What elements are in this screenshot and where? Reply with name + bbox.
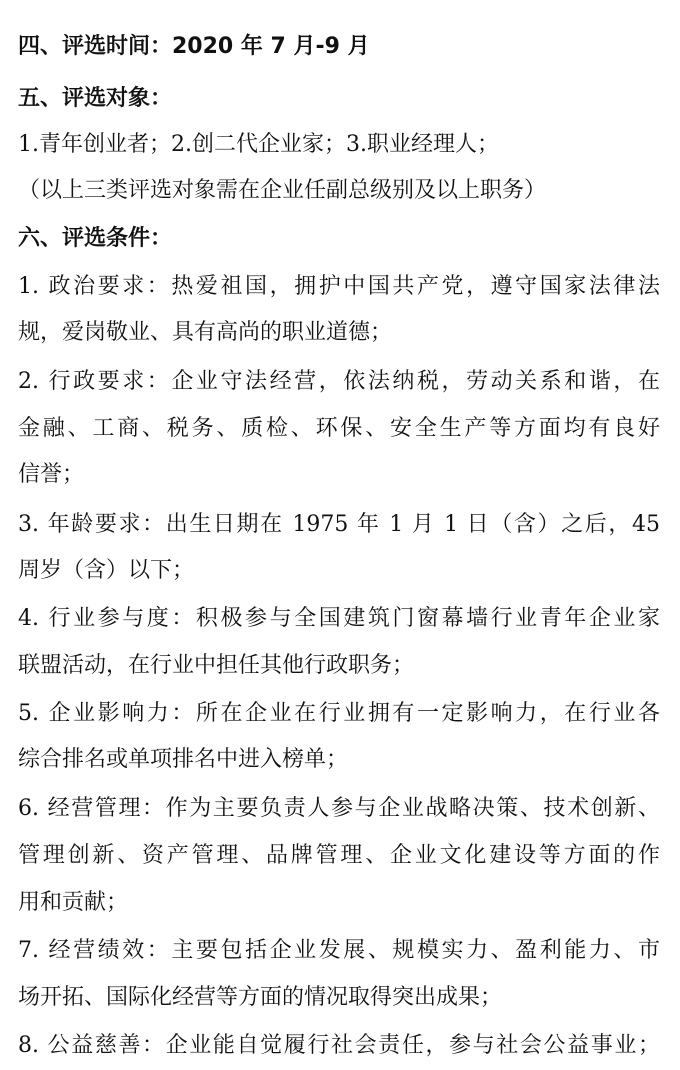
condition-1-line-2: 规，爱岗敬业、具有高尚的职业道德； — [18, 320, 393, 345]
condition-6-line-1: 6. 经营管理：作为主要负责人参与企业战略决策、技术创新、 — [18, 796, 660, 821]
targets-note: （以上三类评选对象需在企业任副总级别及以上职务） — [18, 178, 547, 203]
section-heading-evaluation-targets: 五、评选对象： — [18, 86, 173, 111]
section-heading-evaluation-time: 四、评选时间：2020 年 7 月-9 月 — [18, 34, 370, 59]
condition-5-line-1: 5. 企业影响力：所在企业在行业拥有一定影响力，在行业各 — [18, 701, 660, 726]
condition-4-line-1: 4. 行业参与度：积极参与全国建筑门窗幕墙行业青年企业家 — [18, 606, 660, 631]
condition-2-line-3: 信誉； — [18, 462, 85, 487]
section-heading-evaluation-conditions: 六、评选条件： — [18, 226, 173, 251]
condition-3-line-2: 周岁（含）以下； — [18, 558, 195, 583]
condition-3-line-1: 3. 年龄要求：出生日期在 1975 年 1 月 1 日（含）之后，45 — [18, 512, 660, 537]
condition-5-line-2: 综合排名或单项排名中进入榜单； — [18, 747, 349, 772]
condition-1-line-1: 1. 政治要求：热爱祖国，拥护中国共产党，遵守国家法律法 — [18, 274, 660, 299]
condition-6-line-2: 管理创新、资产管理、品牌管理、企业文化建设等方面的作 — [18, 843, 660, 868]
condition-6-line-3: 用和贡献； — [18, 890, 129, 915]
condition-2-line-1: 2. 行政要求：企业守法经营，依法纳税，劳动关系和谐，在 — [18, 369, 660, 394]
condition-8-line-1: 8. 公益慈善：企业能自觉履行社会责任，参与社会公益事业； — [18, 1033, 660, 1058]
condition-2-line-2: 金融、工商、税务、质检、环保、安全生产等方面均有良好 — [18, 416, 660, 441]
condition-4-line-2: 联盟活动，在行业中担任其他行政职务； — [18, 653, 415, 678]
targets-list: 1.青年创业者；2.创二代企业家；3.职业经理人； — [18, 132, 499, 157]
condition-7-line-1: 7. 经营绩效：主要包括企业发展、规模实力、盈利能力、市 — [18, 938, 660, 963]
condition-7-line-2: 场开拓、国际化经营等方面的情况取得突出成果； — [18, 985, 503, 1010]
